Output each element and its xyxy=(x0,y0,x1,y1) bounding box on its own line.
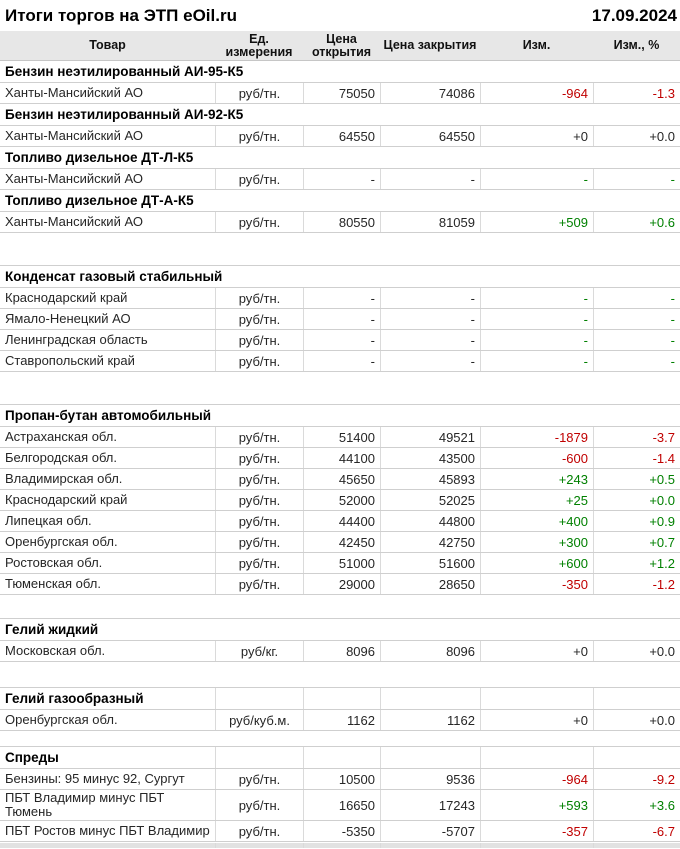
column-header-change-pct: Изм., % xyxy=(613,38,660,52)
section-row xyxy=(0,266,680,288)
bottom-partial-row xyxy=(0,843,680,848)
section-row xyxy=(0,688,680,710)
section-row xyxy=(0,405,680,427)
change-cell: -964 xyxy=(480,769,593,789)
section-title: Топливо дизельное ДТ-Л-К5 xyxy=(5,150,194,165)
product-cell: Ростовская обл. xyxy=(5,555,103,570)
table-row xyxy=(0,641,680,662)
change-pct-cell: - xyxy=(593,351,680,371)
unit-cell: руб/тн. xyxy=(215,351,303,371)
close-price-cell: 28650 xyxy=(380,574,480,594)
change-pct-cell: -3.7 xyxy=(593,427,680,447)
product-cell: Ханты-Мансийский АО xyxy=(5,171,143,186)
change-cell: +300 xyxy=(480,532,593,552)
section-title: Гелий газообразный xyxy=(5,691,144,706)
table-row xyxy=(0,574,680,595)
product-cell: Московская обл. xyxy=(5,643,106,658)
section-empty-cell xyxy=(303,688,380,709)
close-price-cell: 42750 xyxy=(380,532,480,552)
change-pct-cell: +0.0 xyxy=(593,490,680,510)
close-price-cell: 43500 xyxy=(380,448,480,468)
table-row xyxy=(0,212,680,233)
unit-cell: руб/тн. xyxy=(215,821,303,841)
spacer-row xyxy=(0,595,680,619)
column-header-open-price: Цена открытия xyxy=(311,31,372,59)
close-price-cell: 44800 xyxy=(380,511,480,531)
open-price-cell: 44400 xyxy=(303,511,380,531)
product-cell: Липецкая обл. xyxy=(5,513,92,528)
table-row xyxy=(0,427,680,448)
section-empty-cell xyxy=(215,688,303,709)
open-price-cell: 80550 xyxy=(303,212,380,232)
open-price-cell: 42450 xyxy=(303,532,380,552)
change-pct-cell: -6.7 xyxy=(593,821,680,841)
table-row xyxy=(0,448,680,469)
unit-cell: руб/тн. xyxy=(215,330,303,350)
change-cell: - xyxy=(480,309,593,329)
change-cell: +509 xyxy=(480,212,593,232)
section-title: Бензин неэтилированный АИ-92-К5 xyxy=(5,107,244,122)
table-row xyxy=(0,769,680,790)
section-empty-cell xyxy=(480,688,593,709)
section-title: Бензин неэтилированный АИ-95-К5 xyxy=(5,64,244,79)
table-body xyxy=(0,61,680,842)
product-cell: Астраханская обл. xyxy=(5,429,117,444)
bottom-partial-cell xyxy=(480,843,593,848)
section-row xyxy=(0,619,680,641)
column-header-unit: Ед. измерения xyxy=(225,31,293,59)
section-row xyxy=(0,61,680,83)
section-row xyxy=(0,190,680,212)
unit-cell: руб/куб.м. xyxy=(215,710,303,730)
unit-cell: руб/тн. xyxy=(215,469,303,489)
change-pct-cell: -9.2 xyxy=(593,769,680,789)
unit-cell: руб/тн. xyxy=(215,448,303,468)
table-row xyxy=(0,821,680,842)
change-cell: -600 xyxy=(480,448,593,468)
page-title: Итоги торгов на ЭТП eOil.ru xyxy=(5,5,237,25)
change-cell: - xyxy=(480,330,593,350)
change-pct-cell: - xyxy=(593,309,680,329)
product-cell: Тюменская обл. xyxy=(5,576,101,591)
product-cell: Белгородская обл. xyxy=(5,450,118,465)
table-row xyxy=(0,532,680,553)
product-cell: ПБТ Ростов минус ПБТ Владимир xyxy=(5,823,210,838)
change-pct-cell: +3.6 xyxy=(593,790,680,820)
table-row xyxy=(0,710,680,731)
unit-cell: руб/тн. xyxy=(215,212,303,232)
close-price-cell: 17243 xyxy=(380,790,480,820)
section-title: Гелий жидкий xyxy=(5,622,99,637)
change-cell: - xyxy=(480,288,593,308)
product-cell: Ханты-Мансийский АО xyxy=(5,214,143,229)
table-row xyxy=(0,490,680,511)
open-price-cell: - xyxy=(303,288,380,308)
change-pct-cell: - xyxy=(593,169,680,189)
open-price-cell: 16650 xyxy=(303,790,380,820)
change-cell: -357 xyxy=(480,821,593,841)
open-price-cell: -5350 xyxy=(303,821,380,841)
unit-cell: руб/тн. xyxy=(215,427,303,447)
table-row xyxy=(0,511,680,532)
close-price-cell: 45893 xyxy=(380,469,480,489)
change-pct-cell: +0.7 xyxy=(593,532,680,552)
change-cell: -964 xyxy=(480,83,593,103)
change-cell: +0 xyxy=(480,126,593,146)
unit-cell: руб/тн. xyxy=(215,574,303,594)
section-row xyxy=(0,104,680,126)
spacer-row xyxy=(0,731,680,747)
column-header-close-price: Цена закрытия xyxy=(383,38,477,52)
close-price-cell: 52025 xyxy=(380,490,480,510)
unit-cell: руб/тн. xyxy=(215,83,303,103)
table-row xyxy=(0,126,680,147)
close-price-cell: 64550 xyxy=(380,126,480,146)
table-row xyxy=(0,469,680,490)
unit-cell: руб/тн. xyxy=(215,790,303,820)
open-price-cell: 64550 xyxy=(303,126,380,146)
close-price-cell: 8096 xyxy=(380,641,480,661)
open-price-cell: 10500 xyxy=(303,769,380,789)
change-cell: +243 xyxy=(480,469,593,489)
open-price-cell: 51000 xyxy=(303,553,380,573)
unit-cell: руб/тн. xyxy=(215,169,303,189)
close-price-cell: - xyxy=(380,309,480,329)
spacer-row xyxy=(0,372,680,405)
open-price-cell: 75050 xyxy=(303,83,380,103)
change-cell: +0 xyxy=(480,710,593,730)
titlebar xyxy=(0,0,680,31)
open-price-cell: - xyxy=(303,169,380,189)
product-cell: Владимирская обл. xyxy=(5,471,123,486)
column-header-product: Товар xyxy=(89,38,126,52)
change-cell: - xyxy=(480,169,593,189)
bottom-partial-cell xyxy=(380,843,480,848)
close-price-cell: - xyxy=(380,351,480,371)
unit-cell: руб/тн. xyxy=(215,769,303,789)
product-cell: Бензины: 95 минус 92, Сургут xyxy=(5,771,185,786)
section-row xyxy=(0,147,680,169)
bottom-partial-cell xyxy=(303,843,380,848)
change-cell: +400 xyxy=(480,511,593,531)
unit-cell: руб/тн. xyxy=(215,511,303,531)
product-cell: ПБТ Владимир минус ПБТ Тюмень xyxy=(5,790,165,819)
bottom-partial-cell xyxy=(0,843,215,848)
section-empty-cell xyxy=(480,747,593,768)
change-cell: +593 xyxy=(480,790,593,820)
change-cell: +0 xyxy=(480,641,593,661)
change-cell: -1879 xyxy=(480,427,593,447)
section-empty-cell xyxy=(215,747,303,768)
product-cell: Ханты-Мансийский АО xyxy=(5,128,143,143)
section-row xyxy=(0,747,680,769)
open-price-cell: 51400 xyxy=(303,427,380,447)
product-cell: Оренбургская обл. xyxy=(5,534,118,549)
spacer-row xyxy=(0,662,680,688)
close-price-cell: -5707 xyxy=(380,821,480,841)
table-row xyxy=(0,330,680,351)
open-price-cell: - xyxy=(303,330,380,350)
change-pct-cell: +0.9 xyxy=(593,511,680,531)
change-cell: - xyxy=(480,351,593,371)
open-price-cell: - xyxy=(303,309,380,329)
change-pct-cell: -1.2 xyxy=(593,574,680,594)
table-row xyxy=(0,790,680,821)
table-row xyxy=(0,169,680,190)
section-title: Пропан-бутан автомобильный xyxy=(5,408,212,423)
unit-cell: руб/тн. xyxy=(215,126,303,146)
open-price-cell: 8096 xyxy=(303,641,380,661)
section-empty-cell xyxy=(380,688,480,709)
table-header-row xyxy=(0,31,680,61)
close-price-cell: 81059 xyxy=(380,212,480,232)
table-row xyxy=(0,288,680,309)
section-title: Конденсат газовый стабильный xyxy=(5,269,223,284)
section-title: Топливо дизельное ДТ-А-К5 xyxy=(5,193,194,208)
product-cell: Краснодарский край xyxy=(5,290,128,305)
bottom-partial-cell xyxy=(593,843,680,848)
change-pct-cell: -1.3 xyxy=(593,83,680,103)
change-cell: -350 xyxy=(480,574,593,594)
change-pct-cell: +1.2 xyxy=(593,553,680,573)
open-price-cell: 44100 xyxy=(303,448,380,468)
change-cell: +600 xyxy=(480,553,593,573)
unit-cell: руб/тн. xyxy=(215,490,303,510)
open-price-cell: 52000 xyxy=(303,490,380,510)
product-cell: Ямало-Ненецкий АО xyxy=(5,311,131,326)
section-empty-cell xyxy=(593,747,680,768)
product-cell: Оренбургская обл. xyxy=(5,712,118,727)
open-price-cell: 45650 xyxy=(303,469,380,489)
change-pct-cell: +0.0 xyxy=(593,710,680,730)
unit-cell: руб/тн. xyxy=(215,553,303,573)
table-row xyxy=(0,351,680,372)
unit-cell: руб/тн. xyxy=(215,532,303,552)
product-cell: Ставропольский край xyxy=(5,353,135,368)
close-price-cell: - xyxy=(380,169,480,189)
section-title: Спреды xyxy=(5,750,59,765)
column-header-change: Изм. xyxy=(522,38,551,52)
open-price-cell: 29000 xyxy=(303,574,380,594)
unit-cell: руб/тн. xyxy=(215,309,303,329)
unit-cell: руб/тн. xyxy=(215,288,303,308)
spacer-row xyxy=(0,233,680,266)
change-pct-cell: +0.6 xyxy=(593,212,680,232)
bottom-partial-cell xyxy=(215,843,303,848)
close-price-cell: 49521 xyxy=(380,427,480,447)
close-price-cell: - xyxy=(380,288,480,308)
open-price-cell: - xyxy=(303,351,380,371)
change-pct-cell: +0.5 xyxy=(593,469,680,489)
product-cell: Краснодарский край xyxy=(5,492,128,507)
report-date: 17.09.2024 xyxy=(591,5,677,25)
close-price-cell: 1162 xyxy=(380,710,480,730)
product-cell: Ханты-Мансийский АО xyxy=(5,85,143,100)
close-price-cell: 74086 xyxy=(380,83,480,103)
close-price-cell: - xyxy=(380,330,480,350)
table-row xyxy=(0,309,680,330)
change-cell: +25 xyxy=(480,490,593,510)
unit-cell: руб/кг. xyxy=(215,641,303,661)
table-row xyxy=(0,83,680,104)
change-pct-cell: +0.0 xyxy=(593,641,680,661)
change-pct-cell: -1.4 xyxy=(593,448,680,468)
change-pct-cell: +0.0 xyxy=(593,126,680,146)
section-empty-cell xyxy=(593,688,680,709)
section-empty-cell xyxy=(303,747,380,768)
section-empty-cell xyxy=(380,747,480,768)
product-cell: Ленинградская область xyxy=(5,332,148,347)
change-pct-cell: - xyxy=(593,288,680,308)
open-price-cell: 1162 xyxy=(303,710,380,730)
table-row xyxy=(0,553,680,574)
close-price-cell: 9536 xyxy=(380,769,480,789)
change-pct-cell: - xyxy=(593,330,680,350)
close-price-cell: 51600 xyxy=(380,553,480,573)
